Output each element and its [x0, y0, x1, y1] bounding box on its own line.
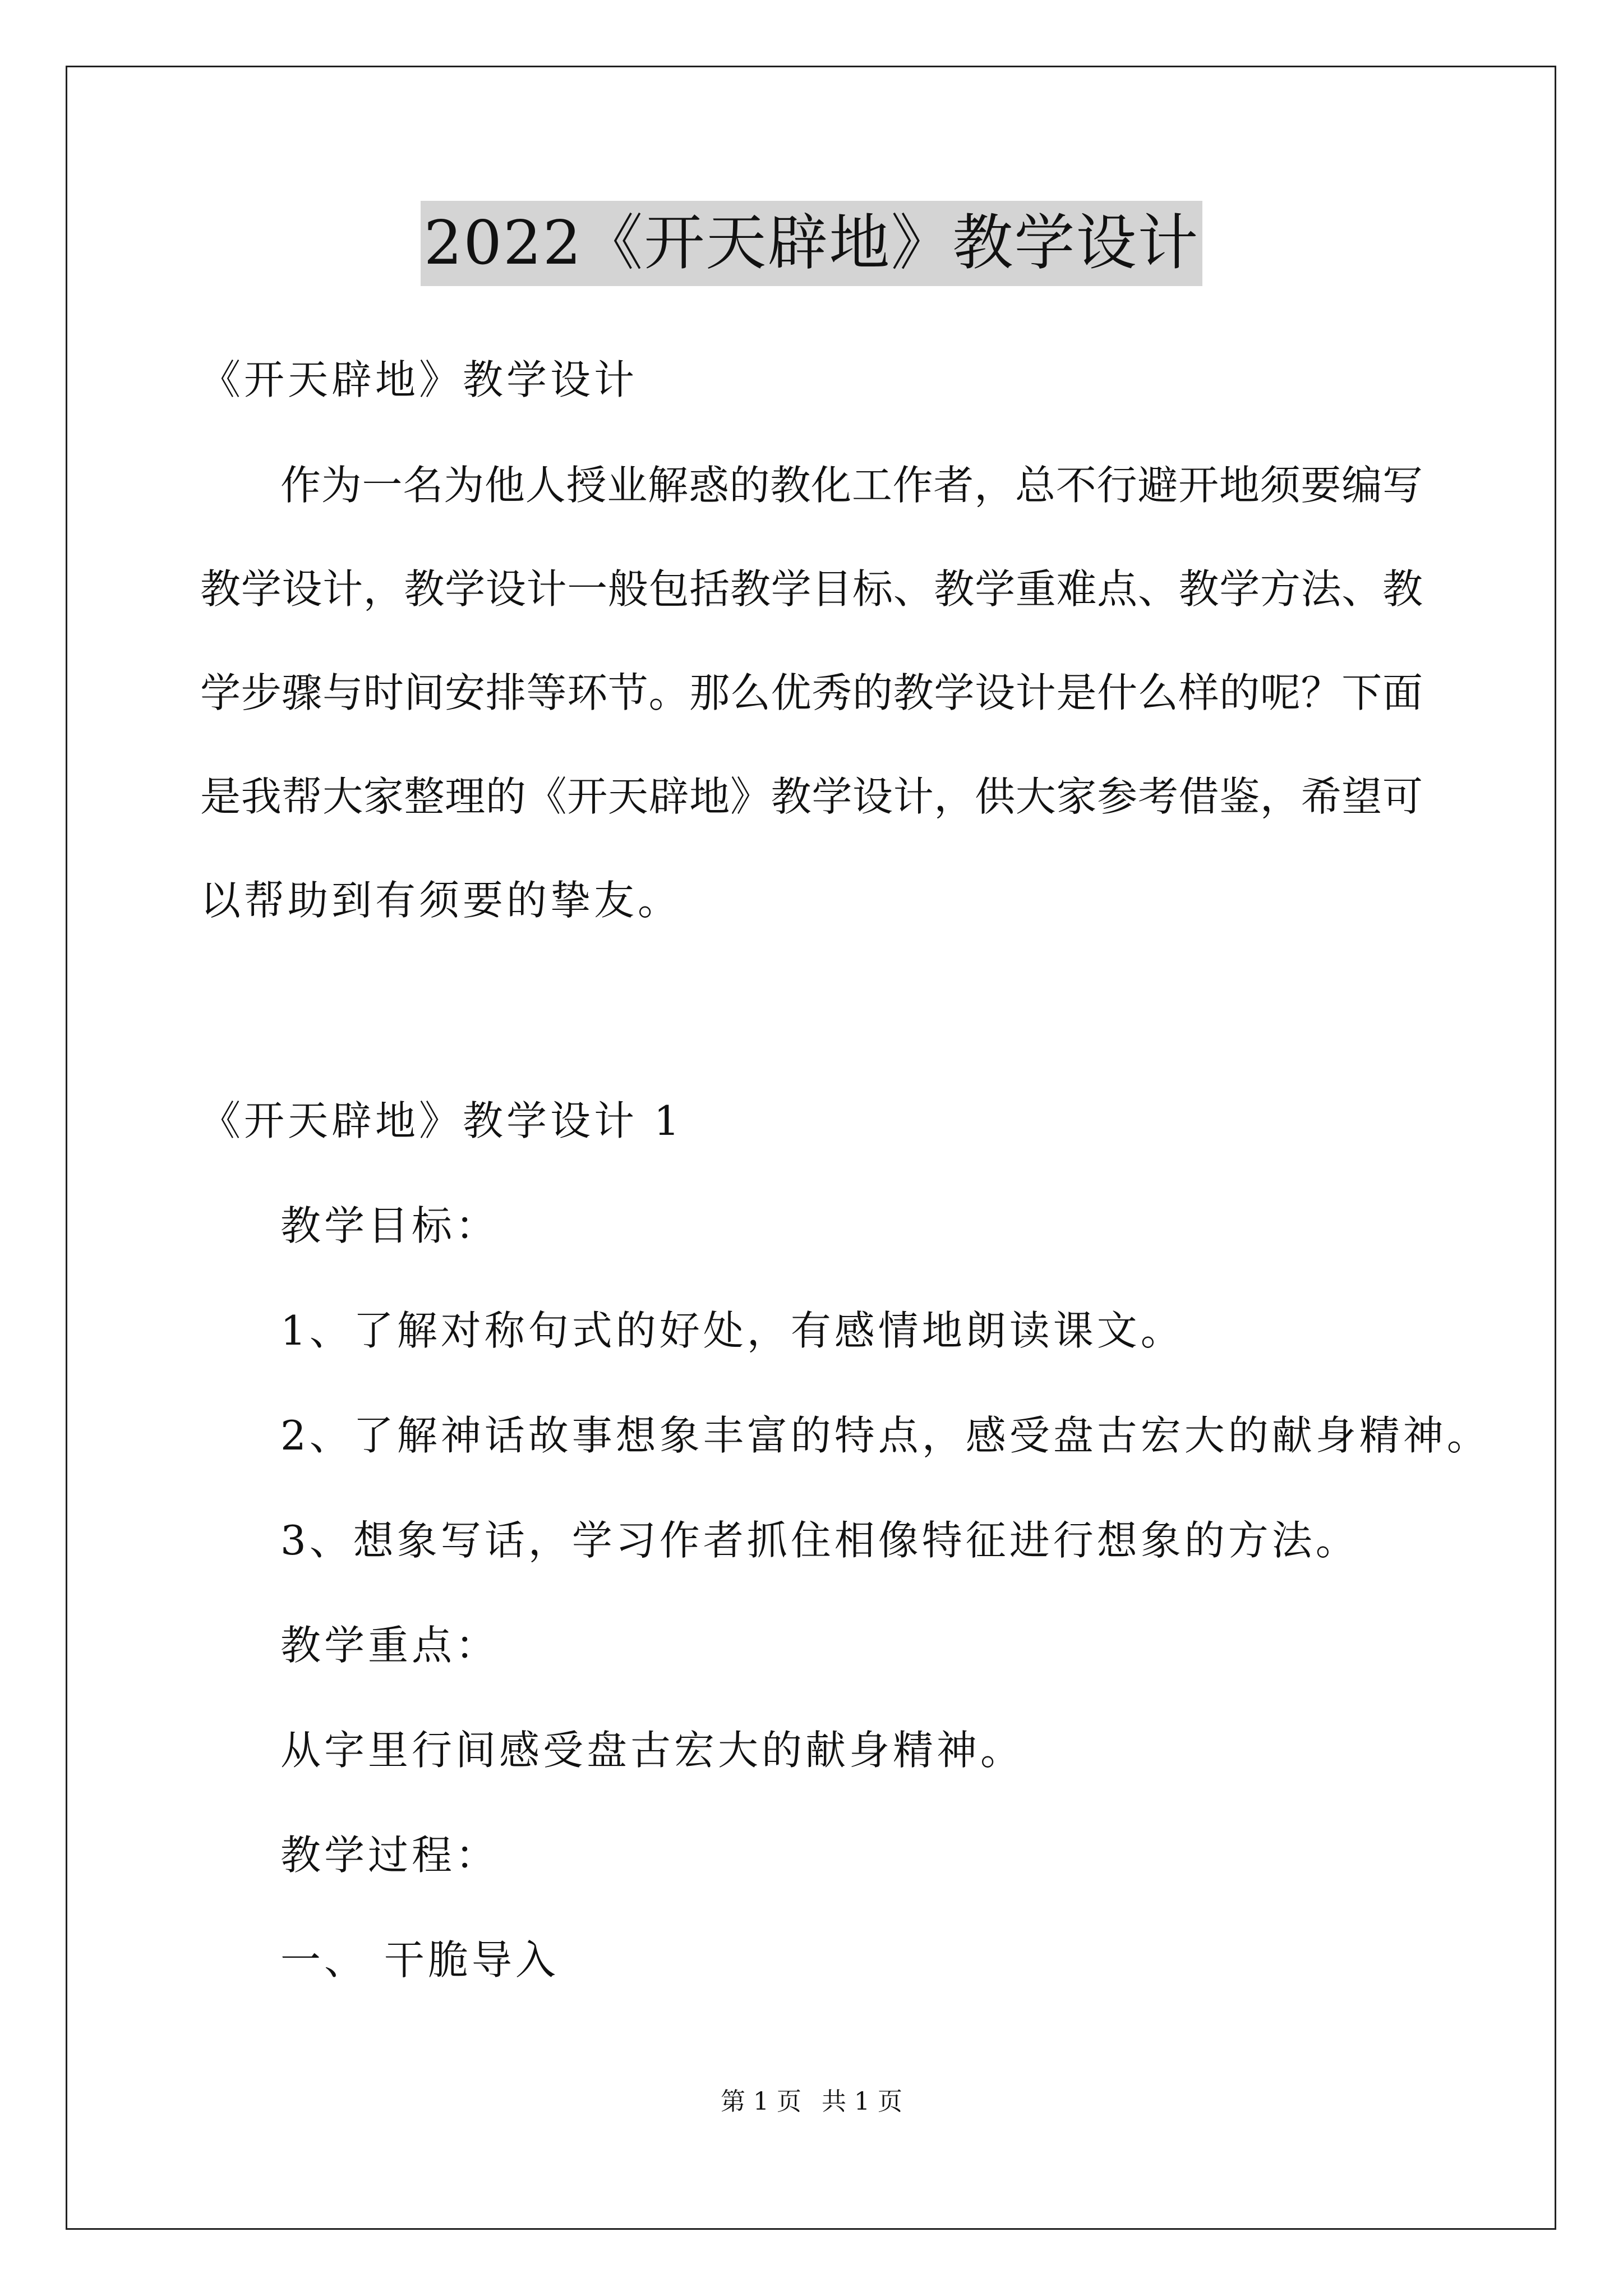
list-item: 教学过程：: [280, 1832, 500, 1879]
list-item: 2、了解神话故事想象丰富的特点，感受盘古宏大的献身精神。: [280, 1412, 1491, 1459]
page-footer: [0, 2085, 1623, 2119]
intro-line: 学步骤与时间安排等环节。那么优秀的教学设计是什么样的呢？下面: [200, 669, 1423, 716]
document-title: 2022《开天辟地》教学设计: [421, 201, 1203, 286]
subtitle: 《开天辟地》教学设计: [200, 356, 638, 403]
page-number: 第 1 页: [721, 2087, 801, 2116]
title-wrap: [0, 201, 1623, 286]
intro-line: 是我帮大家整理的《开天辟地》教学设计，供大家参考借鉴，希望可: [200, 773, 1423, 820]
list-item: 一、 干脆导入: [280, 1936, 559, 1984]
list-item: 从字里行间感受盘古宏大的献身精神。: [280, 1727, 1025, 1774]
list-item: 教学重点：: [280, 1622, 500, 1669]
page-total: 共 1 页: [822, 2087, 902, 2116]
intro-line: 作为一名为他人授业解惑的教化工作者，总不行避开地须要编写: [280, 462, 1423, 509]
list-item: 教学目标：: [280, 1202, 500, 1249]
list-item: 3、想象写话，学习作者抓住相像特征进行想象的方法。: [280, 1517, 1359, 1564]
section-heading: 《开天辟地》教学设计 1: [200, 1097, 683, 1144]
list-item: 1、了解对称句式的好处，有感情地朗读课文。: [280, 1307, 1184, 1354]
intro-line: 以帮助到有须要的挚友。: [200, 877, 682, 924]
intro-line: 教学设计，教学设计一般包括教学目标、教学重难点、教学方法、教: [200, 565, 1423, 613]
